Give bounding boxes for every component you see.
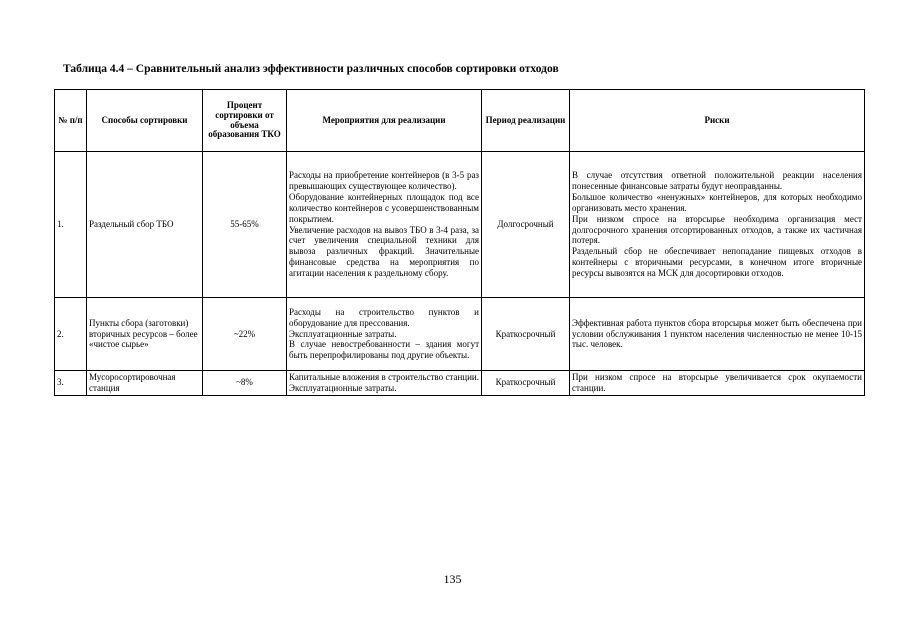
risk-text: При низком спросе на вторсырье увеличивается срок окупаемости станции.: [572, 372, 862, 393]
sorting-percent: ~8%: [203, 371, 287, 396]
measure-text: Увеличение расходов на вывоз ТБО в 3-4 раза, за счет увеличения специальной техники для вывоза различных фракций. Значительные финансовые средства на мероприятия по агитации населения к раздельному сбору.: [289, 224, 479, 278]
table-row: [55, 152, 865, 298]
sorting-method: Пункты сбора (заготовки) вторичных ресурсов – более «чистое сырье»: [87, 298, 203, 371]
measure-text: Оборудование контейнерных площадок под все количество контейнеров с усовершенствованным покрытием.: [289, 191, 479, 224]
row-number: 2.: [55, 298, 87, 371]
risk-text: Большое количество «ненужных» контейнеров, для которых необходимо организовать место хранения.: [572, 191, 862, 213]
measures-cell: [287, 152, 482, 298]
measures-cell: [287, 371, 482, 396]
header-measures: Мероприятия для реализации: [287, 90, 482, 152]
measures-cell: [287, 298, 482, 371]
period: Долгосрочный: [482, 152, 570, 298]
risks-cell: [570, 298, 865, 371]
measure-text: Эксплуатационные затраты.: [289, 328, 397, 339]
risk-text: Раздельный сбор не обеспечивает непопадание пищевых отходов в контейнеры с вторичными ресурсами, в конечном итоге вторичные ресурсы вывозятся на МСК для досортировки отходов.: [572, 246, 862, 278]
table-caption: Таблица 4.4 – Сравнительный анализ эффективности различных способов сортировки отходов: [63, 63, 559, 75]
table-row: [55, 298, 865, 371]
header-risks: Риски: [570, 90, 865, 152]
page-number: 135: [443, 572, 462, 586]
header-period: Период реализации: [482, 90, 570, 152]
measure-text: Расходы на приобретение контейнеров (в 3-5 раз превышающих существующее количество).: [289, 170, 479, 191]
period: Краткосрочный: [482, 371, 570, 396]
risks-cell: [570, 371, 865, 396]
row-number: 3.: [55, 371, 87, 396]
period: Краткосрочный: [482, 298, 570, 371]
sorting-method: Раздельный сбор ТБО: [87, 152, 203, 298]
header-method: Способы сортировки: [87, 90, 203, 152]
measure-text: Расходы на строительство пунктов и оборудование для прессования.: [289, 306, 479, 328]
risks-cell: [570, 152, 865, 298]
measure-text: Капитальные вложения в строительство станции. Эксплуатационные затраты.: [289, 372, 479, 393]
comparison-table: [54, 89, 865, 396]
sorting-method: Мусоросортировочная станция: [87, 371, 203, 396]
risk-text: В случае отсутствия ответной положительной реакции населения понесенные финансовые затраты будут неоправданны.: [572, 170, 862, 191]
sorting-percent: ~22%: [203, 298, 287, 371]
header-percent: Процент сортировки от объема образования ТКО: [203, 90, 287, 152]
risk-text: При низком спросе на вторсырье необходима организация мест долгосрочного хранения отсортированных отходов, а также их частичная потеря.: [572, 213, 862, 246]
row-number: 1.: [55, 152, 87, 298]
header-num: № п/п: [55, 90, 87, 152]
table-header-row: [55, 90, 865, 152]
sorting-percent: 55-65%: [203, 152, 287, 298]
risk-text: Эффективная работа пунктов сбора вторсырья может быть обеспечена при условии обслуживания 1 пунктом населения численностью не менее 10-15 тыс. человек.: [572, 317, 862, 350]
measure-text: В случае невостребованности – здания могут быть перепрофилированы под другие объекты.: [289, 339, 479, 361]
table-row: [55, 371, 865, 396]
